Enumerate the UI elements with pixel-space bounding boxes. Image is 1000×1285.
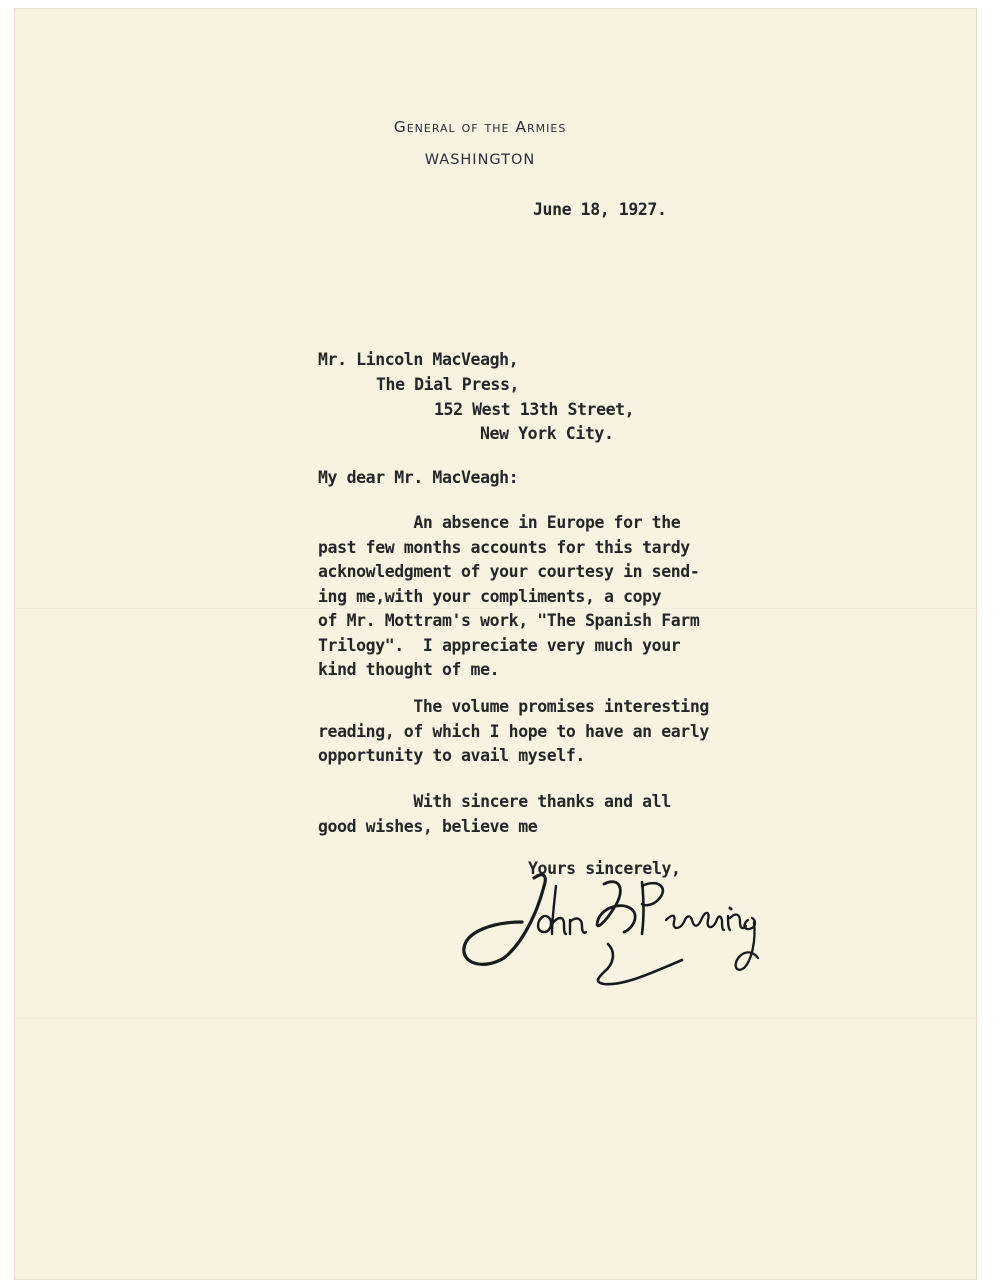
letterhead-title: General of the Armies: [393, 118, 567, 136]
body-paragraph-1: An absence in Europe for the past few months accounts for this tardy acknowledgment of your courtesy in send- ing me,with your compliments, a copy of Mr. Mottram's work, "The Spanish Farm Trilogy". I appreciate very much your kind thought of me.: [318, 513, 700, 679]
body-paragraph-2: The volume promises interesting reading, of which I hope to have an early opportunity to avail myself.: [318, 697, 709, 765]
recipient-street: 152 West 13th Street,: [434, 400, 635, 419]
letter-date: June 18, 1927.: [533, 200, 667, 219]
handwritten-signature: [444, 860, 784, 1005]
body-paragraph-3: With sincere thanks and all good wishes, believe me: [318, 792, 671, 836]
closing: Yours sincerely,: [528, 859, 681, 878]
fold-crease: [14, 1018, 977, 1020]
salutation: My dear Mr. MacVeagh:: [318, 468, 519, 487]
recipient-name: Mr. Lincoln MacVeagh,: [318, 350, 519, 369]
recipient-company: The Dial Press,: [376, 375, 520, 394]
recipient-city: New York City.: [480, 424, 614, 443]
letterhead-location: WASHINGTON: [424, 152, 536, 168]
